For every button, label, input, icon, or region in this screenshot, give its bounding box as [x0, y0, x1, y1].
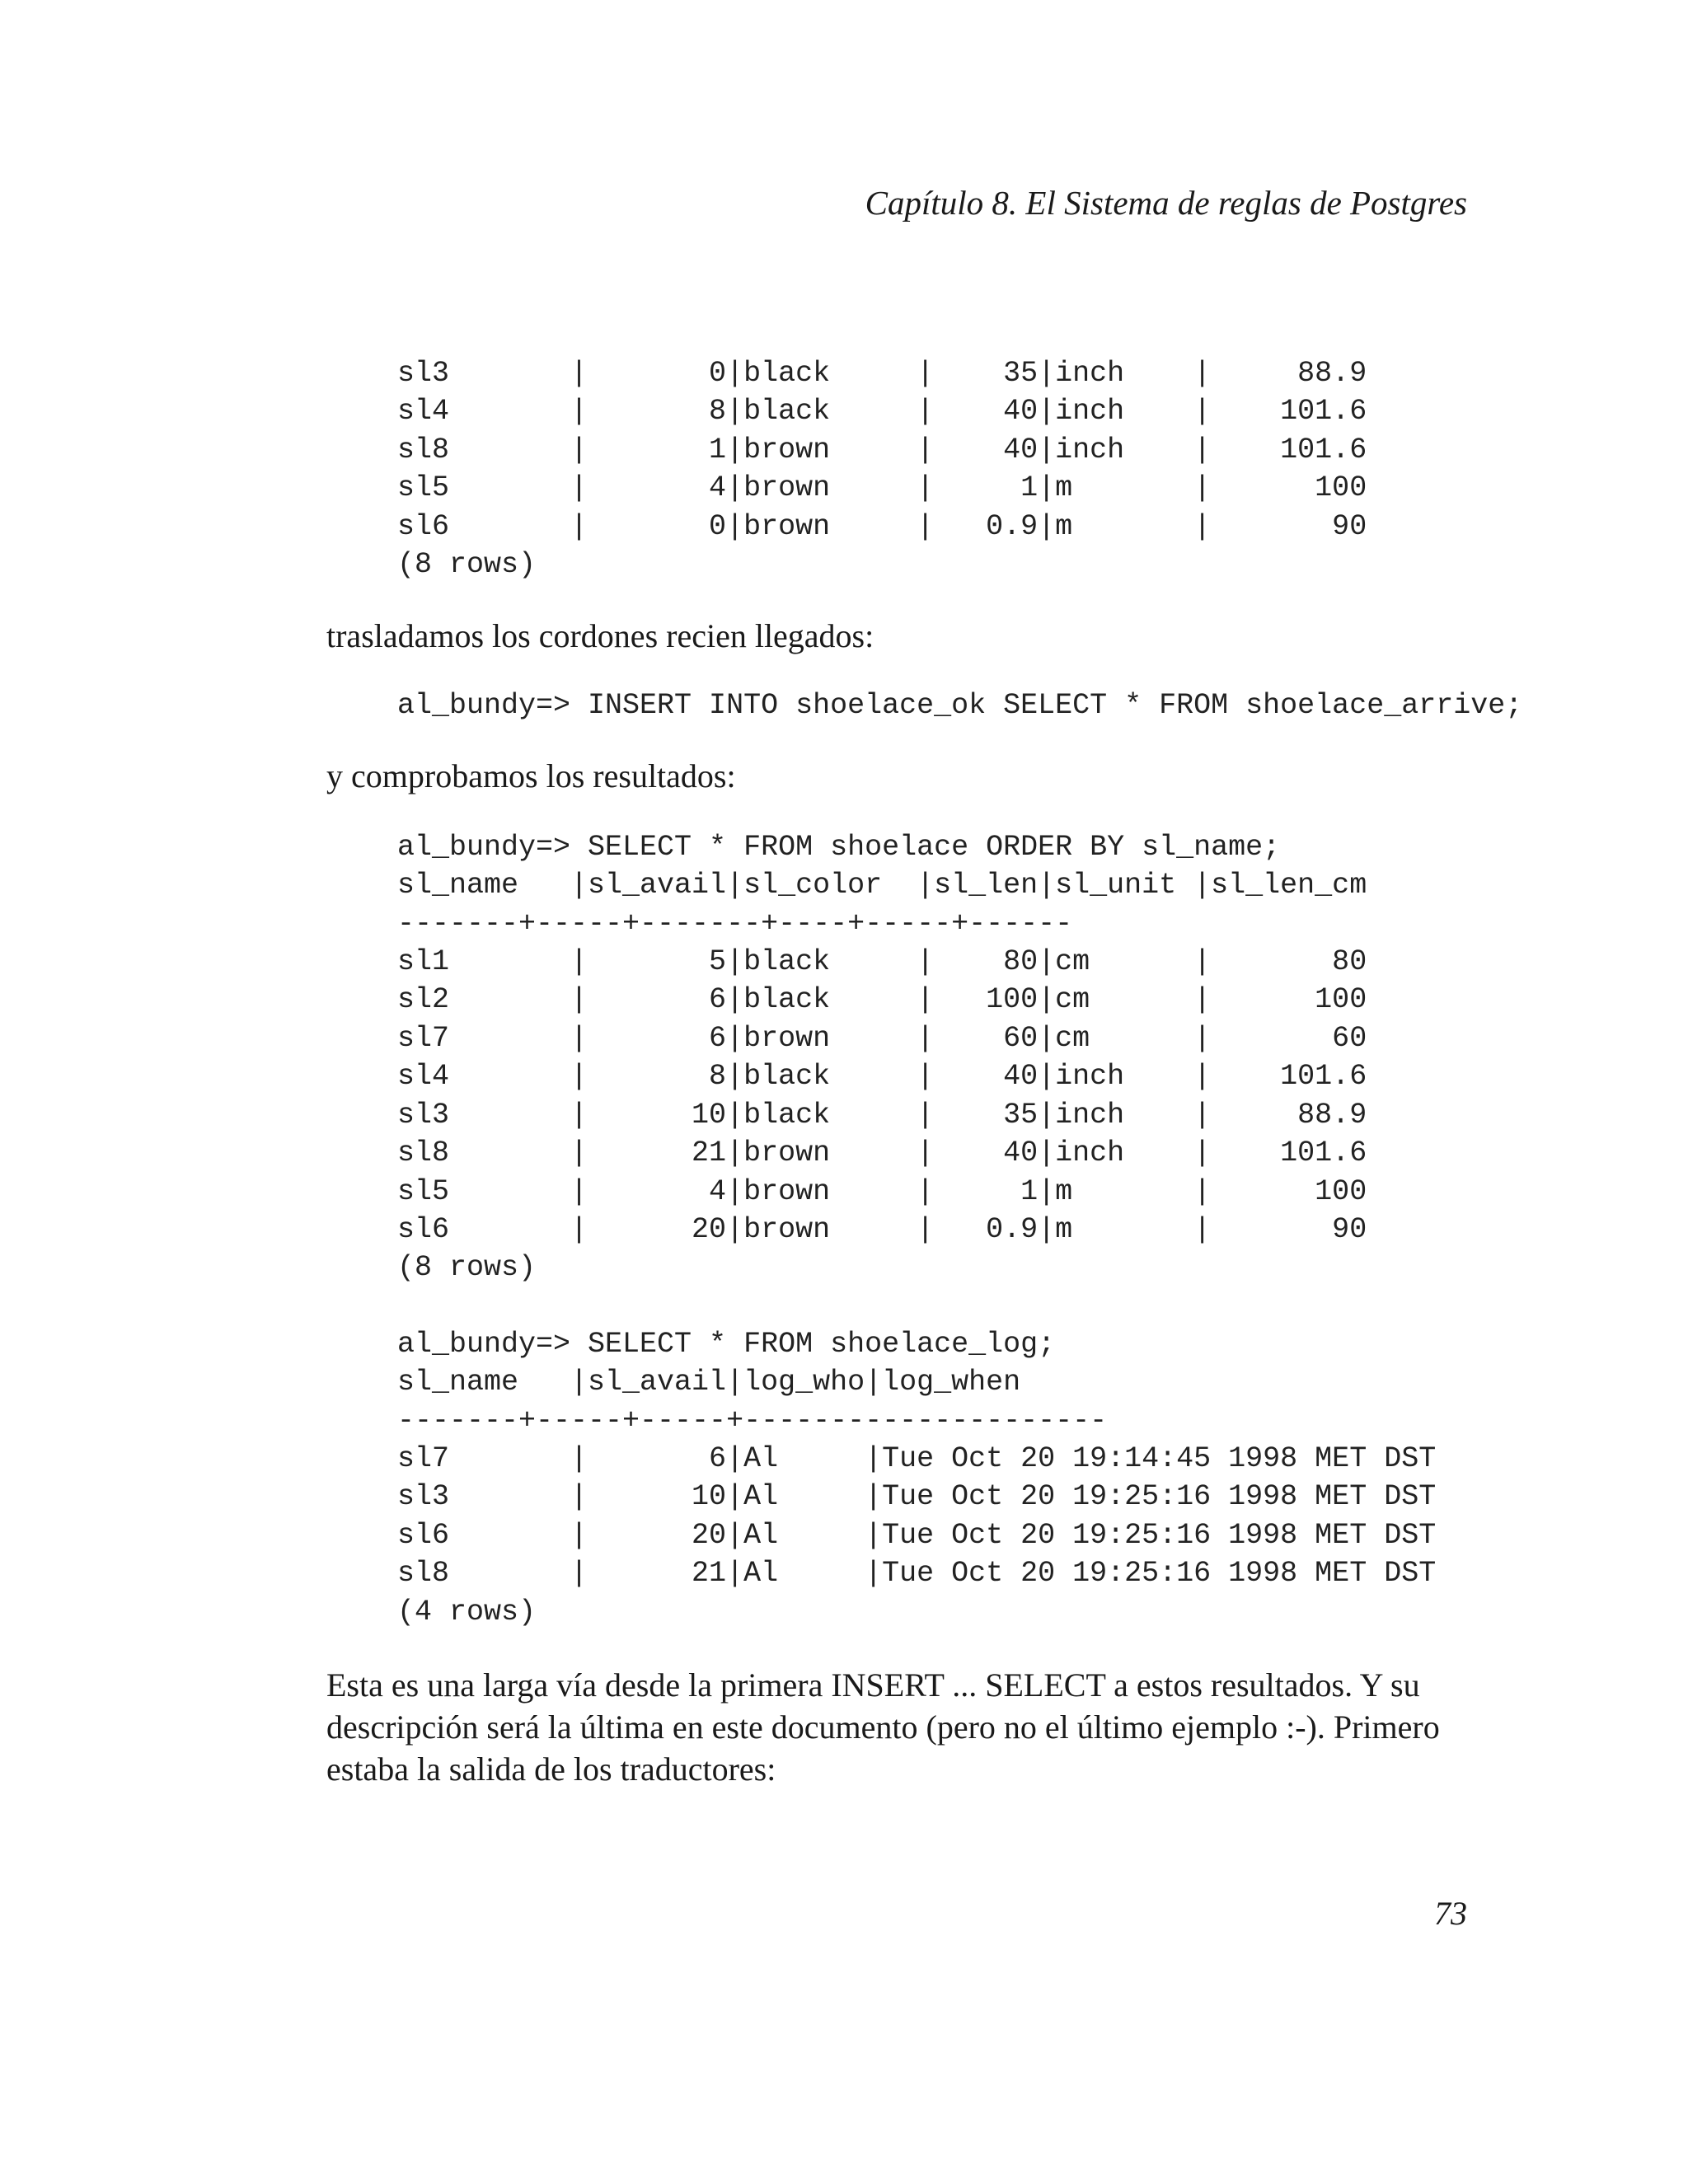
paragraph-trasladamos: trasladamos los cordones recien llegados:	[326, 617, 874, 655]
page-body	[326, 354, 1563, 1790]
code-block-insert: al_bundy=> INSERT INTO shoelace_ok SELECT * FROM shoelace_arrive;	[397, 689, 1523, 723]
code-block-shoelace-tail: sl3 | 0|black | 35|inch | 88.9 sl4 | 8|black | 40|inch | 101.6 sl8 | 1|brown | 40|inch | 101.6 sl5 | 4|brown | 1|m | 100 sl6 | 0|brown | 0.9|m | 90 (8 rows)	[397, 357, 1367, 582]
code-block-shoelace-select: al_bundy=> SELECT * FROM shoelace ORDER BY sl_name; sl_name |sl_avail|sl_color |sl_len|sl_unit |sl_len_cm -------+-----+-------+----+-----+------ sl1 | 5|black | 80|cm | 80 sl2 | 6|black | 100|cm | 100 sl7 | 6|brown | 60|cm | 60 sl4 | 8|black | 40|inch | 101.6 sl3 | 10|black | 35|inch | 88.9 sl8 | 21|brown | 40|inch | 101.6 sl5 | 4|brown | 1|m | 100 sl6 | 20|brown | 0.9|m | 90 (8 rows)	[397, 830, 1367, 1285]
chapter-header: Capítulo 8. El Sistema de reglas de Postgres	[865, 184, 1467, 222]
code-block-shoelace-log: al_bundy=> SELECT * FROM shoelace_log; sl_name |sl_avail|log_who|log_when -------+-----+-----+--------------------- sl7 | 6|Al |Tue Oct 20 19:14:45 1998 MET DST sl3 | 10|Al |Tue Oct 20 19:25:16 1998 MET DST sl6 | 20|Al |Tue Oct 20 19:25:16 1998 MET DST sl8 | 21|Al |Tue Oct 20 19:25:16 1998 MET DST (4 rows)	[397, 1327, 1437, 1629]
page-number: 73	[1434, 1895, 1467, 1932]
paragraph-esta-es: Esta es una larga vía desde la primera INSERT ... SELECT a estos resultados. Y su descripción será la última en este documento (pero no el último ejemplo :-). Primero estaba la salida de los traductores:	[326, 1666, 1440, 1788]
paragraph-comprobamos: y comprobamos los resultados:	[326, 757, 736, 794]
